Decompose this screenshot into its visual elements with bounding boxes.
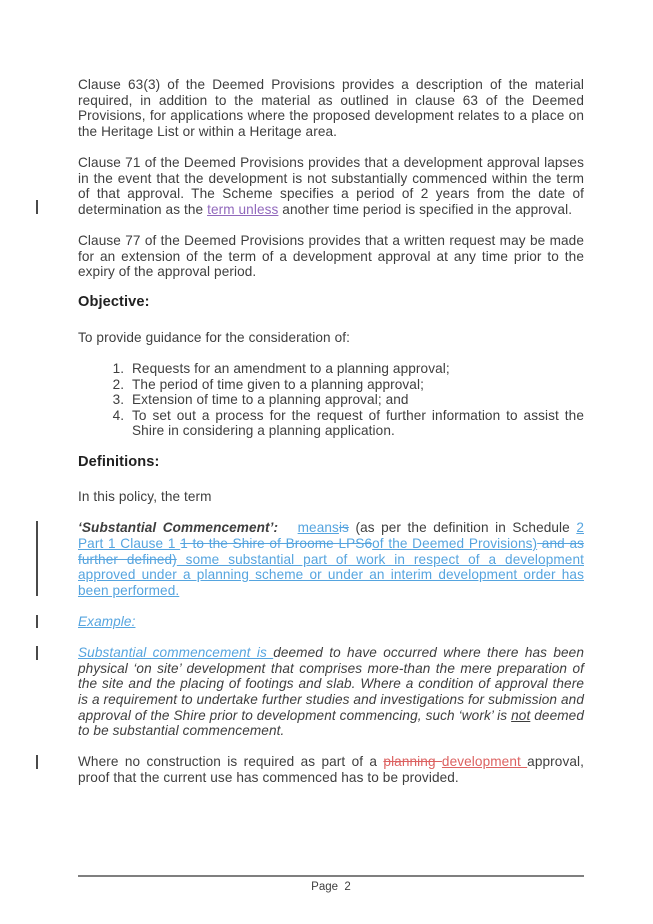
page-number-label: Page 2 (311, 881, 351, 893)
text-run (278, 520, 297, 535)
definitions-heading: Definitions: (78, 453, 160, 470)
objective-item-2: 2. The period of time given to a planning approval; (128, 377, 584, 393)
text-run: Clause 71 of the Deemed Provisions provides that a development approval lapses in the event that the development is not substantially commenced within the term of that approval. The Scheme specifies a period of 2 years from the date of determination as the (78, 154, 584, 217)
text-run: Clause 77 of the Deemed Provisions provides that a written request may be made for an extension of the term of a development approval at any time prior to the expiry of the approval period. (78, 232, 584, 280)
objective-heading: Objective: (78, 294, 150, 311)
text-run: of the Deemed Provisions) (372, 536, 538, 552)
paragraph-clause-77 (78, 233, 584, 280)
objective-item-1: 1. Requests for an amendment to a planning approval; (128, 361, 584, 377)
definitions-lead: In this policy, the term (78, 489, 212, 505)
objective-item-3: 3. Extension of time to a planning approval; and (128, 392, 584, 408)
paragraph-substantial-definition (78, 520, 584, 598)
paragraph-clause-71 (78, 155, 584, 217)
text-run: Example: (78, 614, 136, 629)
text-run: (as per the definition in Schedule (348, 520, 577, 536)
paragraph-no-construction (78, 754, 584, 785)
text-run: deemed to be substantial commencement. (78, 707, 584, 739)
text-run: not (511, 707, 531, 723)
example-label (78, 614, 584, 630)
text-run: another time period is specified in the approval. (278, 201, 573, 217)
text-run: Substantial commencement is (78, 645, 274, 661)
text-run: term unless (207, 201, 279, 217)
text-run: ‘Substantial Commencement’: (78, 520, 279, 536)
paragraph-example-body (78, 645, 584, 739)
text-run: development (441, 754, 528, 770)
document-body (78, 77, 584, 801)
text-run: 2 Part 1 Clause 1 (78, 520, 584, 552)
text-run: 1 to the Shire of Broome LPS6 (180, 536, 373, 552)
text-run: approval, proof that the current use has commenced has to be provided. (78, 754, 584, 785)
page-footer (78, 875, 584, 893)
objective-list (78, 361, 584, 439)
text-run: planning (383, 754, 442, 770)
text-run: is (338, 520, 349, 536)
paragraph-clause-63 (78, 77, 584, 139)
text-run: Clause 63(3) of the Deemed Provisions provides a description of the material required, in addition to the material as outlined in clause 63 of the Deemed Provisions, for applications where the proposed development relates to a place on the Heritage List or within a Heritage area. (78, 77, 584, 139)
text-run: and as further defined) (78, 536, 585, 567)
text-run: means (297, 520, 339, 536)
text-run: deemed to have occurred where there has been physical ‘on site’ development that comprises more-than the mere preparation of the site and the placing of footings and slab. Where a condition of approval there is a requirement to undertake further studies and investigations for submission and approval of the Shire prior to development commencing, such ‘work’ is (78, 645, 584, 723)
text-run: Where no construction is required as part of a (78, 754, 384, 770)
text-run: some substantial part of work in respect of a development approved under a planning scheme or under an interim development order has been performed. (78, 551, 584, 598)
objective-item-4: 4. To set out a process for the request of further information to assist the Shire in considering a planning application. (128, 408, 584, 439)
objective-lead: To provide guidance for the consideration of: (78, 329, 351, 345)
